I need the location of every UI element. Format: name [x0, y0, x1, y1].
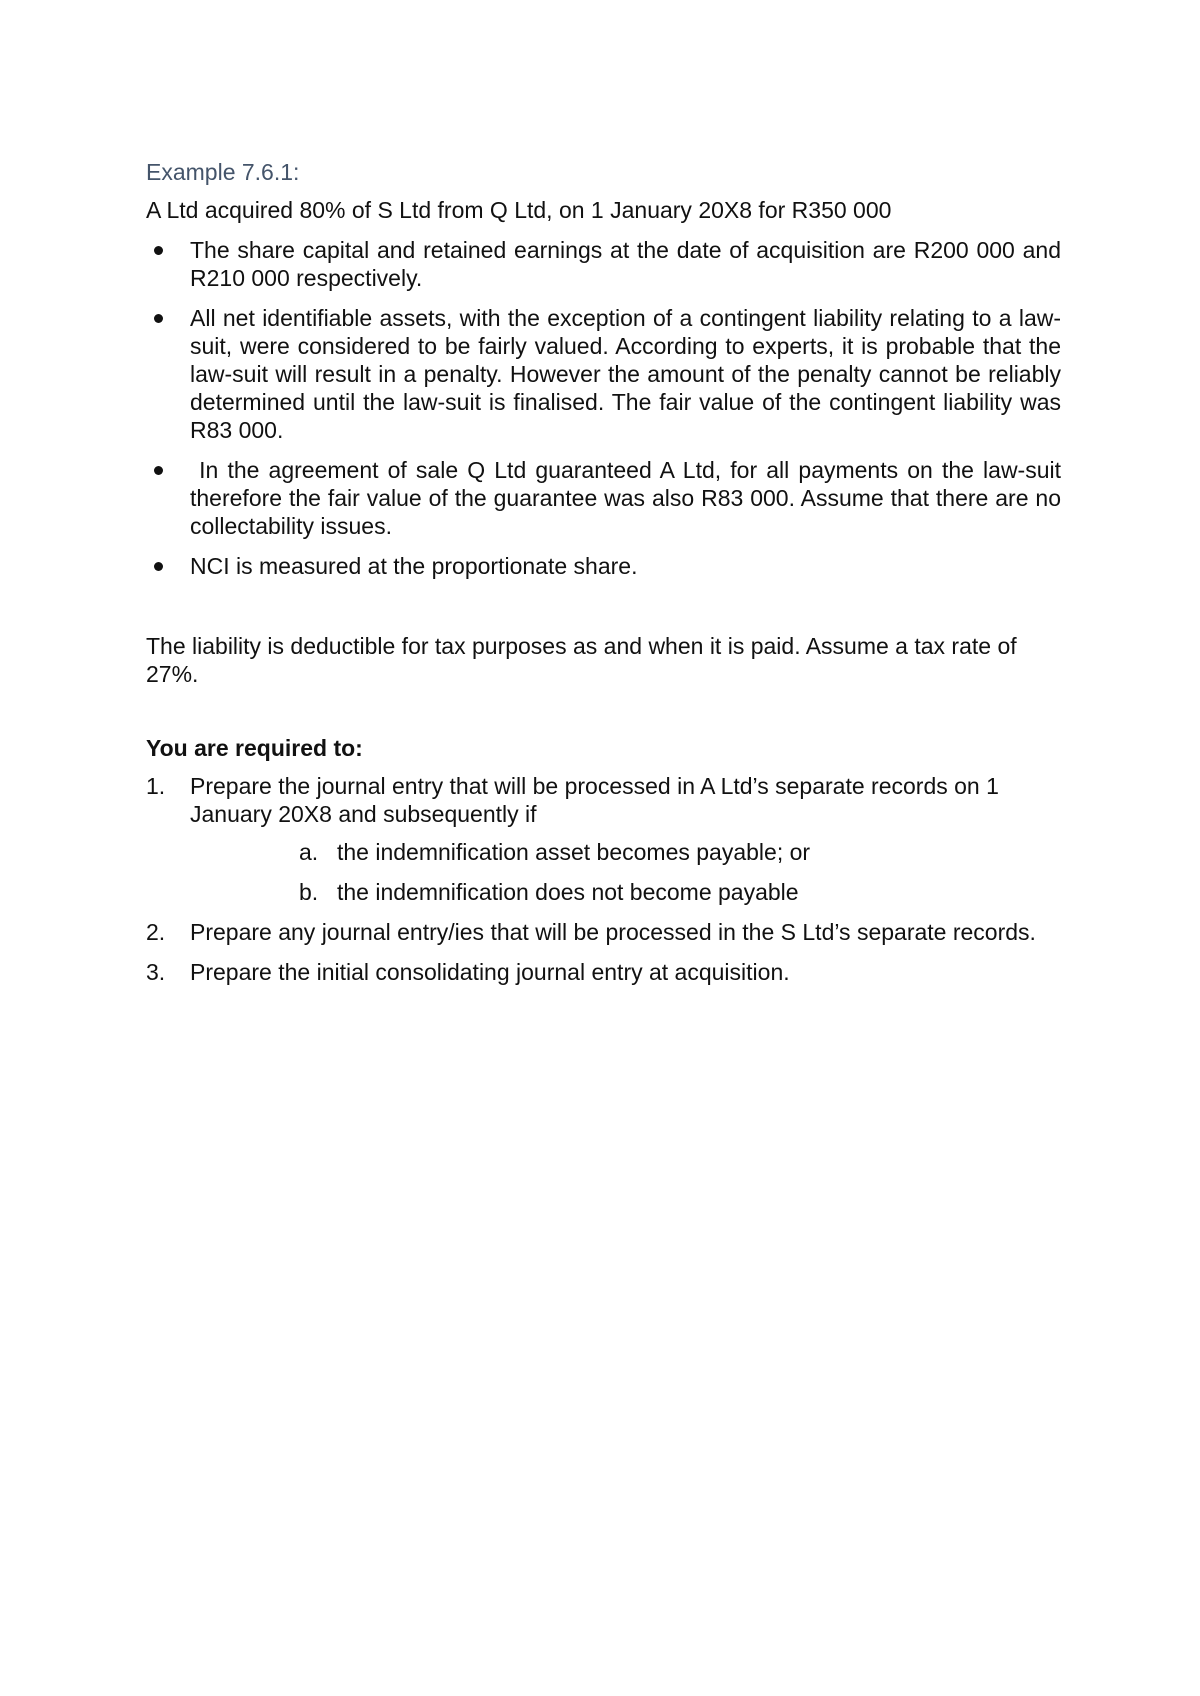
requirement-item [146, 958, 1061, 986]
example-heading: Example 7.6.1: [146, 159, 300, 185]
sub-item-text: the indemnification does not become payable [337, 879, 799, 905]
facts-bullet-list [146, 236, 1068, 580]
sub-item-text: the indemnification asset becomes payable; or [337, 839, 811, 865]
requirement-item [146, 918, 1061, 946]
bullet-dot-icon [154, 246, 163, 255]
requirements-list [146, 772, 1061, 986]
bullet-text: The share capital and retained earnings at the date of acquisition are R200 000 and R210 000 respectively. [190, 237, 1061, 291]
intro-paragraph: A Ltd acquired 80% of S Ltd from Q Ltd, on 1 January 20X8 for R350 000 [146, 197, 892, 223]
bullet-item [146, 304, 1061, 444]
requirement-number: 3. [146, 959, 166, 985]
sub-item [190, 838, 1061, 866]
sub-item-letter: b. [299, 879, 319, 905]
sub-item [190, 878, 1061, 906]
bullet-dot-icon [154, 314, 163, 323]
bullet-dot-icon [154, 466, 163, 475]
requirement-number: 1. [146, 773, 166, 799]
requirement-item [146, 772, 1061, 906]
bullet-dot-icon [154, 562, 163, 571]
tax-note-paragraph: The liability is deductible for tax purposes as and when it is paid. Assume a tax rate of 27%. [146, 633, 1017, 687]
sub-item-letter: a. [299, 839, 319, 865]
bullet-text: NCI is measured at the proportionate share. [190, 553, 638, 579]
document-page [146, 158, 1068, 998]
bullet-text: In the agreement of sale Q Ltd guaranteed A Ltd, for all payments on the law-suit therefore the fair value of the guarantee was also R83 000. Assume that there are no collectability issues. [190, 457, 1068, 539]
required-heading: You are required to: [146, 735, 363, 761]
bullet-item [146, 552, 1061, 580]
requirement-sub-list [190, 838, 1061, 906]
bullet-item [146, 456, 1068, 540]
requirement-text: Prepare any journal entry/ies that will be processed in the S Ltd’s separate records. [190, 919, 1036, 945]
bullet-item [146, 236, 1061, 292]
requirement-text: Prepare the initial consolidating journal entry at acquisition. [190, 959, 790, 985]
requirement-number: 2. [146, 919, 166, 945]
requirement-text: Prepare the journal entry that will be processed in A Ltd’s separate records on 1 January 20X8 and subsequently if [190, 773, 999, 827]
bullet-text: All net identifiable assets, with the exception of a contingent liability relating to a law-suit, were considered to be fairly valued. According to experts, it is probable that the law-suit will result in a penalty. However the amount of the penalty cannot be reliably determined until the law-suit is finalised. The fair value of the contingent liability was R83 000. [190, 305, 1061, 443]
